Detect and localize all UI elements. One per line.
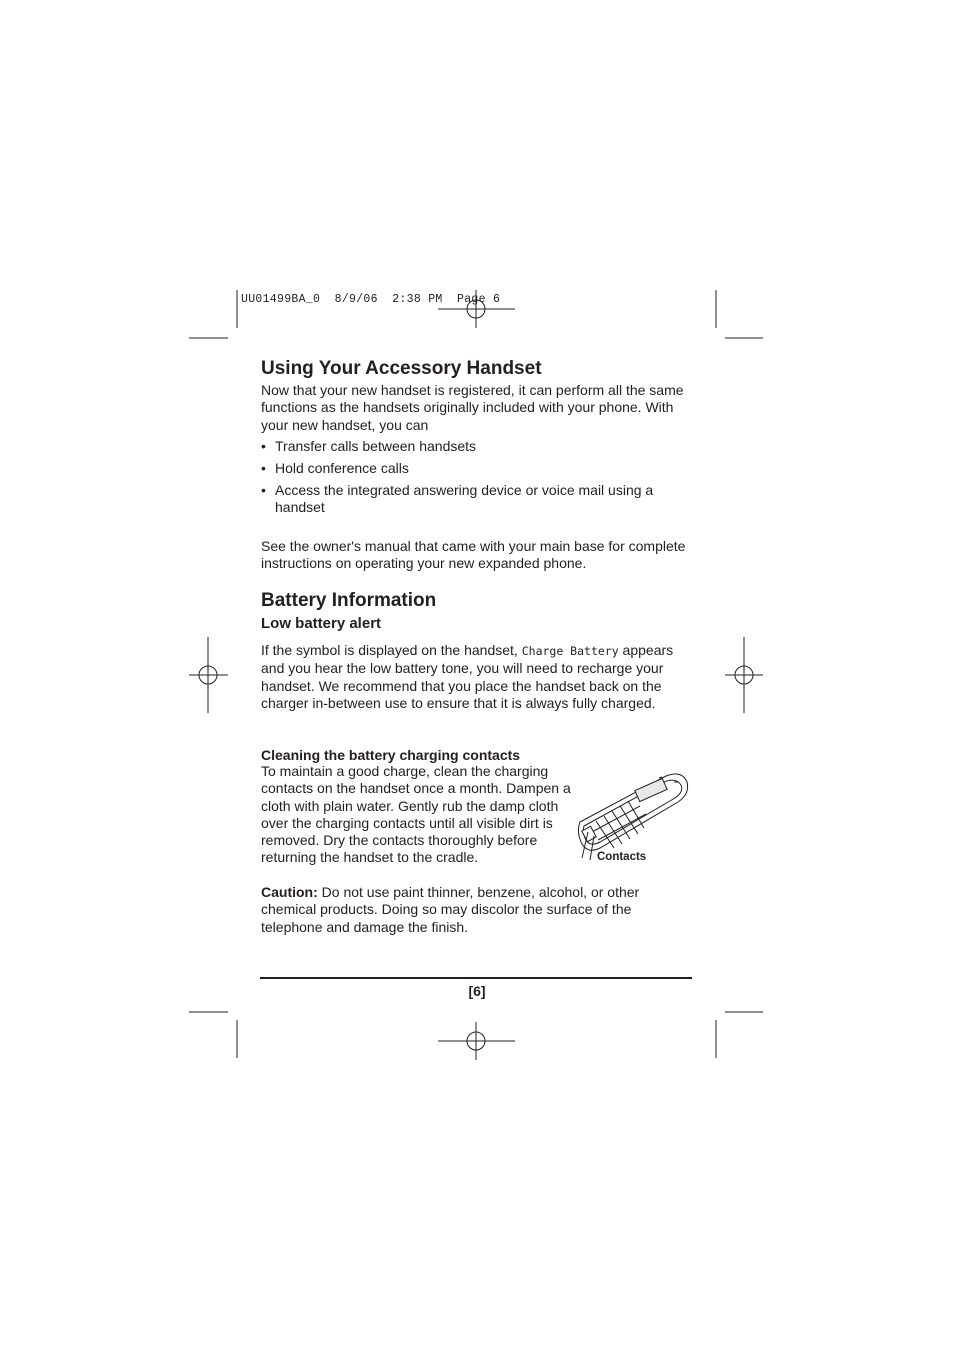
accessory-intro-paragraph: Now that your new handset is registered, it can perform all the same functions as the handsets originally included with your phone. With your new handset, you can — [261, 382, 684, 433]
low-battery-paragraph — [261, 642, 693, 712]
list-item: • Transfer calls between handsets — [261, 438, 691, 455]
low-battery-text-end: appears and you hear the low battery tone, you will need to recharge your handset. We recommend that you place the handset back on the charger in-between use to ensure that it is always fully charged. — [261, 642, 674, 711]
low-battery-text-start: If the symbol is displayed on the handset, — [261, 642, 522, 658]
caution-label: Caution: — [261, 884, 318, 900]
caution-paragraph — [261, 884, 693, 936]
feature-list — [261, 438, 691, 521]
subheading-cleaning-contacts: Cleaning the battery charging contacts — [261, 747, 521, 763]
page-number: [6] — [468, 983, 486, 999]
section-title-accessory-handset: Using Your Accessory Handset — [261, 358, 542, 379]
footer-rule — [260, 977, 692, 979]
list-item: • Access the integrated answering device or voice mail using a handset — [261, 482, 691, 517]
caution-text: Do not use paint thinner, benzene, alcohol, or other chemical products. Doing so may discolor the surface of the telephone and damage the finish. — [261, 884, 640, 935]
subheading-low-battery: Low battery alert — [261, 615, 382, 632]
figure-label-contacts: Contacts — [597, 851, 647, 863]
cleaning-paragraph: To maintain a good charge, clean the charging contacts on the handset once a month. Dampen a cloth with plain water. Gently rub the damp cloth over the charging contacts until all visible dirt is removed. Dry the contacts thoroughly before returning the handset to the cradle. — [261, 763, 571, 866]
print-slug: UU01499BA_0 8/9/06 2:38 PM Page 6 — [241, 293, 501, 306]
section-title-battery: Battery Information — [261, 590, 437, 611]
owners-manual-paragraph: See the owner's manual that came with your main base for complete instructions on operating your new expanded phone. — [261, 538, 686, 572]
list-item: • Hold conference calls — [261, 460, 691, 477]
lcd-charge-battery-text: Charge Battery — [521, 644, 619, 658]
